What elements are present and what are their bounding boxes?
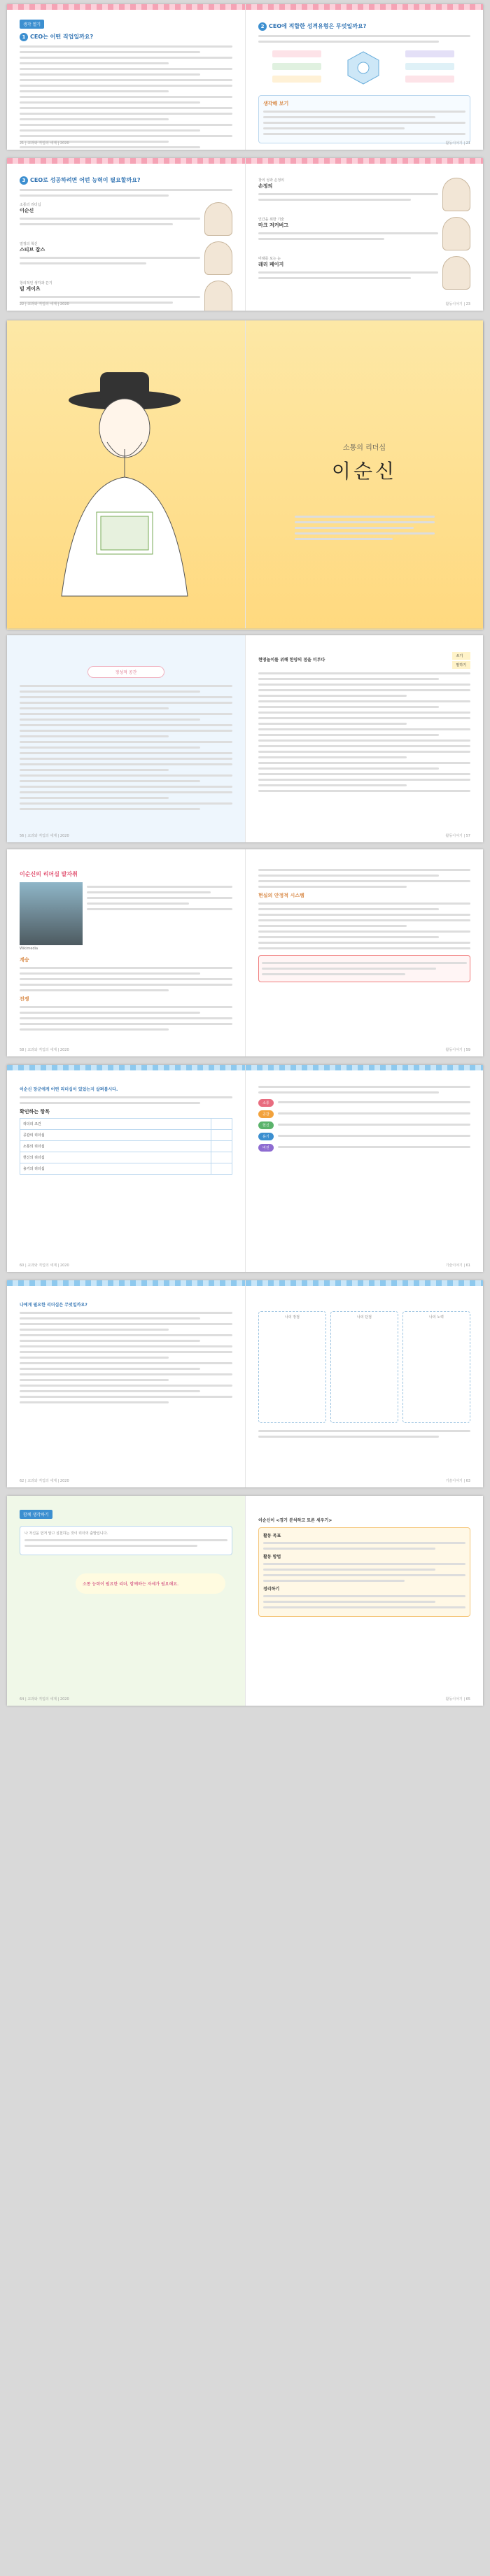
section-badge: 함께 생각하기: [20, 1510, 52, 1519]
check-table: 리더의 조건 공감의 리더십 소통의 리더십 헌신의 리더십 용기의 리더십: [20, 1118, 232, 1175]
top-band: [7, 158, 245, 164]
think-box-title: 생각해 보기: [263, 101, 289, 106]
spread-4: [7, 635, 483, 842]
page-left: [7, 158, 245, 311]
check-cell[interactable]: [211, 1119, 232, 1129]
page-footer: 64 | 교과와 직업의 세계 | 2020: [20, 1697, 69, 1701]
speech-box: 나 자신을 먼저 알고 실천하는 것이 리더의 출발입니다.: [20, 1526, 232, 1555]
page-footer: 56 | 교과와 직업의 세계 | 2020: [20, 834, 69, 838]
statue-photo: [20, 882, 83, 945]
note-columns: 나의 장점 나의 단점 나의 노력: [258, 1311, 470, 1423]
subhead: 전쟁: [20, 996, 29, 1002]
top-band: [7, 1280, 245, 1286]
top-band: [246, 1065, 483, 1070]
worksheet-box: 활동 목표 활동 방법 정리하기: [258, 1527, 470, 1617]
table-title: 확인하는 항목: [20, 1109, 50, 1114]
chapter-title: 이순신: [331, 460, 398, 483]
page-right: [245, 635, 483, 842]
portrait-image: [442, 217, 470, 250]
top-band: [246, 158, 483, 164]
spread-6: [7, 1065, 483, 1272]
page-left: [7, 4, 245, 150]
portrait-illustration: [20, 358, 232, 610]
spread-5: [7, 849, 483, 1056]
person-card: 열정의 혁신 스티브 잡스: [20, 241, 232, 275]
page-right: [245, 1280, 483, 1487]
top-band: [246, 1280, 483, 1286]
page-right: [245, 1065, 483, 1272]
page-left: [7, 320, 245, 628]
page-right: [245, 4, 483, 150]
question-number: 3: [20, 176, 28, 185]
check-cell[interactable]: [211, 1130, 232, 1140]
page-footer: 활동이야기 | 21: [445, 141, 470, 146]
question-heading: 2 CEO에 적합한 성격유형은 무엇일까요?: [258, 22, 470, 31]
page-right: [245, 849, 483, 1056]
page-right: [245, 158, 483, 311]
body-text: [20, 1312, 232, 1403]
chapter-subtitle: 소통의 리더십: [342, 444, 386, 452]
check-cell[interactable]: [211, 1163, 232, 1174]
page-footer: 58 | 교과와 직업의 세계 | 2020: [20, 1048, 69, 1052]
leadership-list: 소통 공감 헌신 용기 비전: [258, 1098, 470, 1152]
page-footer: 활동이야기 | 59: [445, 1048, 470, 1052]
question-heading: 나에게 필요한 리더십은 무엇일까요?: [20, 1303, 88, 1308]
spread-1: [7, 4, 483, 150]
section-badge: 생각 열기: [20, 20, 44, 29]
portrait-image: [204, 241, 232, 275]
spread-7: [7, 1280, 483, 1487]
body-text: [20, 685, 232, 810]
page-left: [7, 635, 245, 842]
person-card: 창의 성과 손정의 손정의: [258, 178, 470, 211]
section-heading: 이순신의 리더십 발자취: [20, 871, 78, 877]
personality-diagram: [258, 46, 468, 88]
page-footer: 활동이야기 | 23: [445, 302, 470, 306]
page-footer: 활동이야기 | 57: [445, 834, 470, 838]
top-band: [7, 4, 245, 10]
portrait-image: [204, 202, 232, 236]
question-heading: 1 CEO는 어떤 직업일까요?: [20, 33, 232, 41]
page-left: [7, 1280, 245, 1487]
page-left: [7, 849, 245, 1056]
question-heading: 3 CEO로 성공하려면 어떤 능력이 필요할까요?: [20, 176, 232, 185]
person-card: 인간을 위한 기술 마크 저커버그: [258, 217, 470, 250]
question-number: 2: [258, 22, 267, 31]
spread-2: [7, 158, 483, 311]
page-footer: 62 | 교과와 직업의 세계 | 2020: [20, 1479, 69, 1483]
page-footer: 기술이야기 | 63: [445, 1479, 470, 1483]
person-card: 창의적인 생각과 끈기 빌 게이츠: [20, 281, 232, 311]
body-text: [20, 45, 232, 148]
page-footer: 활동이야기 | 65: [445, 1697, 470, 1701]
page-right: [245, 320, 483, 628]
cover-text: [295, 512, 435, 544]
portrait-image: [442, 256, 470, 290]
body-text: [258, 672, 470, 792]
think-box: [258, 95, 470, 143]
spread-8: [7, 1496, 483, 1706]
heading-pill: 정성적 공간: [88, 666, 164, 678]
page-footer: 기술이야기 | 61: [445, 1264, 470, 1268]
page-left: [7, 1496, 245, 1706]
note-box: [258, 955, 470, 982]
chapter-cover: [7, 320, 483, 628]
page-left: [7, 1065, 245, 1272]
page-footer: 21 | 교과와 직업의 세계 | 2020: [20, 141, 69, 146]
subhead: 현실의 안정적 시스템: [258, 893, 304, 898]
check-cell[interactable]: [211, 1141, 232, 1152]
top-band: [246, 4, 483, 10]
speech-bubble: 소통 능력이 필요한 리더, 함께하는 자세가 필요해요.: [76, 1573, 225, 1594]
photo-caption: Wikimedia: [20, 947, 38, 951]
skill-tags: 쓰기 말하기: [452, 652, 471, 669]
person-card: 소통의 리더십 이순신: [20, 202, 232, 236]
page-right: [245, 1496, 483, 1706]
page-footer: 22 | 교과와 직업의 세계 | 2020: [20, 302, 69, 306]
portrait-image: [442, 178, 470, 211]
check-cell[interactable]: [211, 1152, 232, 1163]
question-number: 1: [20, 33, 28, 41]
subhead: 계승: [20, 957, 29, 963]
top-band: [7, 1065, 245, 1070]
worksheet-title: 이순신이 <경기 분석하고 토론 세우기>: [258, 1518, 332, 1523]
page-footer: 60 | 교과와 직업의 세계 | 2020: [20, 1264, 69, 1268]
question-heading: 이순신 장군에게 어떤 리더십이 있었는지 살펴봅시다.: [20, 1087, 118, 1092]
section-heading: 현명놀이를 위해 한양의 점을 미루다: [258, 658, 326, 663]
person-card: 미래를 보는 눈 래리 페이지: [258, 256, 470, 290]
